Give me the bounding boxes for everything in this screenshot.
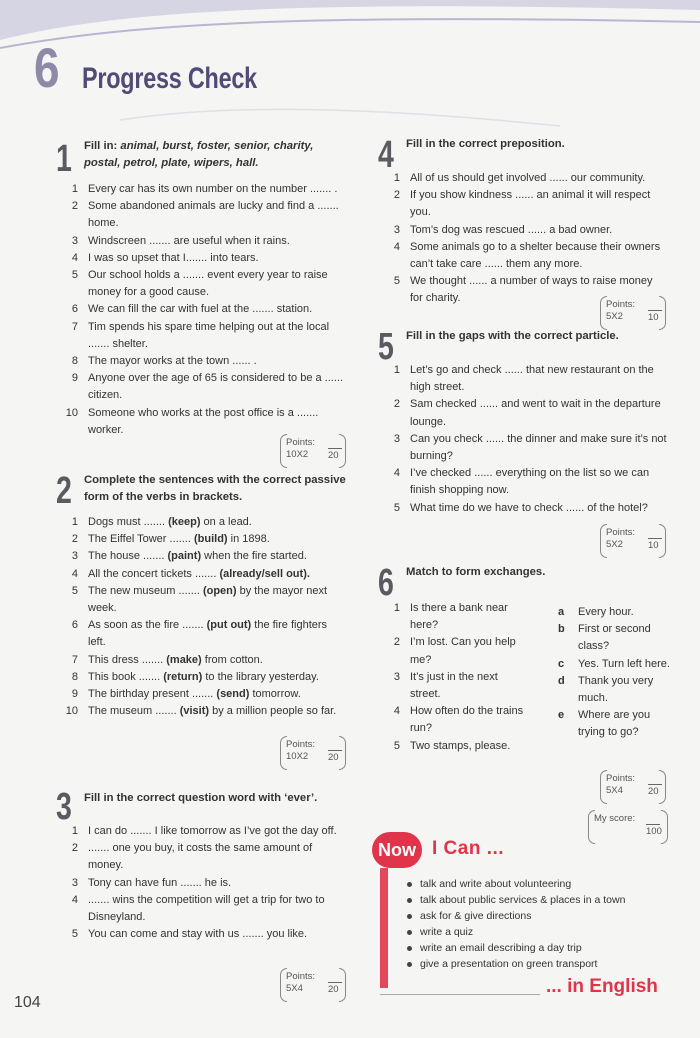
exercise-item bbox=[64, 301, 346, 318]
item-number: 6 bbox=[71, 619, 78, 632]
bracket-right bbox=[659, 524, 666, 558]
item-number: 1 bbox=[393, 172, 400, 184]
exercise-item bbox=[64, 267, 346, 301]
exercise-3-points bbox=[280, 970, 346, 1000]
item-number: 3 bbox=[393, 432, 400, 445]
item-text: Dogs must ....... bbox=[88, 516, 169, 528]
item-text: All the concert tickets ....... bbox=[88, 567, 220, 580]
item-text: Our school holds a ....... event every year to raise money for a good cause. bbox=[88, 269, 328, 299]
item-text: This book ....... bbox=[88, 670, 164, 683]
i-can-list bbox=[404, 876, 625, 972]
item-number: 4 bbox=[393, 467, 400, 480]
item-text: As soon as the fire ....... bbox=[88, 619, 207, 632]
exercise-item bbox=[64, 669, 346, 686]
item-text-end: by a million people so far. bbox=[209, 705, 337, 718]
item-number: 6 bbox=[71, 303, 78, 316]
exercise-1-instruction bbox=[84, 138, 346, 172]
item-verb: (build) bbox=[193, 533, 228, 546]
item-number: 4 bbox=[71, 567, 78, 580]
item-text: We thought ...... a number of ways to raise money for charity. bbox=[410, 275, 653, 305]
item-number: 1 bbox=[71, 516, 78, 528]
item-text: Every hour. bbox=[578, 606, 634, 618]
item-text: Tim spends his spare time helping out at the local ....... shelter. bbox=[88, 320, 330, 350]
item-number: 1 bbox=[393, 602, 400, 614]
item-verb: (put out) bbox=[206, 619, 252, 632]
item-verb: (already/sell out). bbox=[219, 567, 310, 580]
item-text: What time do we have to check ...... of the hotel? bbox=[410, 501, 648, 514]
exercise-item bbox=[64, 514, 346, 531]
points-label: Points: bbox=[606, 773, 636, 784]
points-calc: 5X2 bbox=[606, 539, 623, 550]
exercise-item bbox=[64, 926, 346, 943]
item-verb: (send) bbox=[216, 688, 250, 701]
item-number: 10 bbox=[65, 705, 78, 718]
exercise-5-items bbox=[386, 362, 668, 517]
item-text: If you show kindness ...... an animal it will respect you. bbox=[410, 189, 651, 219]
exercise-item bbox=[64, 652, 346, 669]
exercise-item bbox=[64, 233, 346, 250]
item-text: It’s just in the next street. bbox=[410, 670, 498, 701]
item-number: 3 bbox=[71, 550, 78, 563]
item-verb: (open) bbox=[202, 584, 237, 597]
points-label: Points: bbox=[286, 739, 316, 750]
match-left-item bbox=[386, 703, 528, 737]
exercise-6-left-column bbox=[386, 600, 528, 755]
item-number: 7 bbox=[71, 320, 78, 333]
item-text: Some animals go to a shelter because their owners can’t take care ...... them any more. bbox=[410, 240, 661, 271]
exercise-1-items bbox=[64, 181, 346, 439]
item-number: 9 bbox=[71, 688, 78, 701]
in-english-label: ... in English bbox=[546, 976, 658, 997]
item-text: You can come and stay with us ....... you like. bbox=[88, 928, 308, 941]
item-letter: b bbox=[558, 623, 565, 636]
item-number: 4 bbox=[393, 240, 400, 253]
item-number: 1 bbox=[393, 364, 400, 376]
item-text: The museum ....... bbox=[88, 705, 180, 718]
item-verb: (visit) bbox=[179, 705, 210, 718]
item-number: 5 bbox=[71, 269, 78, 282]
item-number: 2 bbox=[393, 189, 400, 202]
item-text: How often do the trains run? bbox=[410, 705, 524, 735]
item-number: 2 bbox=[393, 636, 400, 649]
exercise-2-items bbox=[64, 514, 346, 720]
footer-rule bbox=[380, 994, 540, 995]
item-verb: (keep) bbox=[168, 516, 201, 528]
item-text: Yes. Turn left here. bbox=[578, 657, 670, 670]
points-total: 10 bbox=[648, 312, 659, 323]
item-number: 2 bbox=[393, 398, 400, 411]
exercise-6-right-column bbox=[558, 604, 670, 742]
points-calc: 10X2 bbox=[286, 751, 309, 762]
item-number: 8 bbox=[71, 670, 78, 683]
item-number: 9 bbox=[71, 372, 78, 385]
item-letter: d bbox=[558, 674, 565, 687]
exercise-1-points bbox=[280, 436, 346, 466]
item-number: 5 bbox=[71, 928, 78, 941]
item-text: Anyone over the age of 65 is considered to be a ...... citizen. bbox=[88, 372, 343, 402]
now-red-bar bbox=[380, 868, 388, 988]
exercise-2-points bbox=[280, 738, 346, 768]
item-text-end: tomorrow. bbox=[249, 688, 301, 701]
points-total: 20 bbox=[328, 984, 339, 995]
exercise-item bbox=[64, 319, 346, 353]
exercise-4-number: 4 bbox=[378, 134, 394, 176]
item-number: 5 bbox=[393, 501, 400, 514]
item-number: 3 bbox=[393, 223, 400, 236]
bracket-right bbox=[339, 968, 346, 1002]
item-number: 2 bbox=[71, 200, 78, 213]
exercise-item bbox=[64, 370, 346, 404]
match-right-item bbox=[558, 673, 670, 707]
exercise-item bbox=[386, 431, 668, 465]
item-text: The Eiffel Tower ....... bbox=[88, 533, 194, 546]
bracket-right bbox=[661, 810, 668, 844]
item-text: The mayor works at the town ...... . bbox=[88, 355, 257, 368]
item-number: 3 bbox=[71, 234, 78, 247]
item-letter: c bbox=[558, 657, 565, 670]
points-calc: 5X2 bbox=[606, 311, 623, 322]
exercise-4-items bbox=[386, 170, 668, 308]
item-text-end: by the mayor next week. bbox=[88, 584, 328, 615]
match-right-item bbox=[558, 707, 670, 741]
exercise-item bbox=[64, 181, 346, 198]
exercise-6-points bbox=[600, 772, 666, 802]
exercise-item bbox=[386, 239, 668, 273]
points-calc: 10X2 bbox=[286, 449, 309, 460]
item-number: 7 bbox=[71, 653, 78, 666]
exercise-item bbox=[386, 465, 668, 499]
exercise-item bbox=[386, 222, 668, 239]
i-can-item: write a quiz bbox=[404, 924, 625, 940]
item-text: The house ....... bbox=[88, 550, 168, 563]
exercise-item bbox=[64, 583, 346, 617]
exercise-item bbox=[64, 548, 346, 565]
exercise-3-items bbox=[64, 823, 346, 943]
item-text: Is there a bank near here? bbox=[410, 602, 508, 632]
score-label: My score: bbox=[594, 813, 636, 824]
item-text: I’m lost. Can you help me? bbox=[410, 636, 516, 666]
item-number: 3 bbox=[71, 876, 78, 889]
item-text: Thank you very much. bbox=[578, 674, 654, 705]
item-text: Every car has its own number on the number ....... . bbox=[88, 183, 338, 195]
exercise-6-instruction: Match to form exchanges. bbox=[406, 566, 546, 578]
score-line bbox=[646, 824, 660, 825]
item-text: We can fill the car with fuel at the ....... station. bbox=[88, 303, 313, 316]
item-verb: (return) bbox=[163, 670, 203, 683]
match-left-item bbox=[386, 738, 528, 755]
exercise-6-number: 6 bbox=[378, 562, 394, 604]
i-can-item: write an email describing a day trip bbox=[404, 940, 625, 956]
points-total: 20 bbox=[328, 752, 339, 763]
match-left-item bbox=[386, 669, 528, 703]
exercise-1-instruction-lead: Fill in: bbox=[84, 140, 121, 152]
exercise-item bbox=[386, 396, 668, 430]
item-text: Where are you trying to go? bbox=[578, 709, 651, 739]
item-number: 8 bbox=[71, 355, 78, 368]
item-text: I was so upset that I....... into tears. bbox=[88, 251, 259, 264]
item-letter: a bbox=[558, 606, 565, 618]
exercise-2-number: 2 bbox=[56, 470, 72, 512]
item-text-end: the fire fighters left. bbox=[88, 619, 328, 649]
points-label: Points: bbox=[286, 437, 316, 448]
exercise-3-number: 3 bbox=[56, 786, 72, 828]
item-text: Can you check ...... the dinner and make sure it’s not burning? bbox=[410, 432, 667, 463]
item-number: 10 bbox=[65, 406, 78, 419]
bracket-right bbox=[339, 434, 346, 468]
item-verb: (paint) bbox=[167, 550, 202, 563]
points-calc: 5X4 bbox=[606, 785, 623, 796]
points-label: Points: bbox=[606, 527, 636, 538]
exercise-item bbox=[64, 405, 346, 439]
bracket-right bbox=[339, 736, 346, 770]
item-number: 5 bbox=[71, 584, 78, 597]
item-number: 4 bbox=[71, 893, 78, 906]
item-text: Someone who works at the post office is a ....... worker. bbox=[88, 406, 319, 436]
exercise-item bbox=[64, 875, 346, 892]
item-number: 2 bbox=[71, 842, 78, 855]
i-can-item: give a presentation on green transport bbox=[404, 956, 625, 972]
points-total: 20 bbox=[328, 450, 339, 461]
i-can-title: I Can ... bbox=[432, 838, 505, 859]
exercise-item bbox=[64, 353, 346, 370]
i-can-item: ask for & give directions bbox=[404, 908, 625, 924]
exercise-item bbox=[64, 823, 346, 840]
page-number: 104 bbox=[14, 994, 41, 1011]
item-text-end: to the library yesterday. bbox=[202, 670, 319, 683]
item-text: I’ve checked ...... everything on the list so we can finish shopping now. bbox=[410, 467, 650, 497]
exercise-item bbox=[386, 170, 668, 187]
unit-number: 6 bbox=[34, 36, 60, 99]
exercise-item bbox=[64, 892, 346, 926]
bracket-right bbox=[659, 296, 666, 330]
item-text: The birthday present ....... bbox=[88, 688, 217, 701]
exercise-2-instruction: Complete the sentences with the correct passive form of the verbs in brackets. bbox=[84, 474, 346, 503]
exercise-3-instruction: Fill in the correct question word with ‘ever’. bbox=[84, 792, 318, 804]
exercise-item bbox=[386, 187, 668, 221]
points-calc: 5X4 bbox=[286, 983, 303, 994]
points-label: Points: bbox=[606, 299, 636, 310]
exercise-4-instruction: Fill in the correct preposition. bbox=[406, 138, 565, 150]
item-number: 3 bbox=[393, 670, 400, 683]
match-right-item bbox=[558, 656, 670, 673]
item-text: All of us should get involved ...... our community. bbox=[410, 172, 646, 184]
exercise-item bbox=[64, 531, 346, 548]
exercise-5-points bbox=[600, 526, 666, 556]
match-left-item bbox=[386, 600, 528, 634]
item-text: ....... wins the competition will get a trip for two to Disneyland. bbox=[88, 893, 325, 924]
page-title: Progress Check bbox=[82, 62, 257, 95]
match-right-item bbox=[558, 604, 670, 621]
exercise-1-word-list: animal, burst, foster, senior, charity, postal, petrol, plate, wipers, hall. bbox=[84, 140, 314, 169]
item-text: First or second class? bbox=[578, 623, 651, 653]
item-text: I can do ....... I like tomorrow as I’ve got the day off. bbox=[88, 825, 337, 837]
item-text: This dress ....... bbox=[88, 653, 167, 666]
item-text-end: in 1898. bbox=[227, 533, 270, 546]
exercise-item bbox=[386, 500, 668, 517]
item-number: 1 bbox=[71, 825, 78, 837]
exercise-item bbox=[64, 566, 346, 583]
exercise-item bbox=[64, 703, 346, 720]
match-left-item bbox=[386, 634, 528, 668]
exercise-5-instruction: Fill in the gaps with the correct particle. bbox=[406, 330, 619, 342]
item-text-end: when the fire started. bbox=[201, 550, 307, 563]
item-number: 4 bbox=[71, 251, 78, 264]
item-text-end: from cotton. bbox=[201, 653, 263, 666]
item-text: Tom’s dog was rescued ...... a bad owner. bbox=[410, 223, 613, 236]
item-number: 4 bbox=[393, 705, 400, 718]
i-can-item: talk about public services & places in a town bbox=[404, 892, 625, 908]
item-number: 5 bbox=[393, 275, 400, 288]
item-text: Let’s go and check ...... that new restaurant on the high street. bbox=[410, 364, 654, 394]
item-text: Some abandoned animals are lucky and find a ....... home. bbox=[88, 200, 339, 230]
item-text: The new museum ....... bbox=[88, 584, 203, 597]
item-verb: (make) bbox=[166, 653, 202, 666]
item-text: Two stamps, please. bbox=[410, 739, 511, 752]
item-text-end: on a lead. bbox=[200, 516, 252, 528]
item-letter: e bbox=[558, 709, 565, 722]
item-text: ....... one you buy, it costs the same amount of money. bbox=[88, 842, 313, 872]
bracket-right bbox=[659, 770, 666, 804]
item-text: Sam checked ...... and went to wait in the departure lounge. bbox=[410, 398, 661, 428]
score-total: 100 bbox=[646, 826, 662, 837]
item-number: 2 bbox=[71, 533, 78, 546]
item-number: 5 bbox=[393, 739, 400, 752]
exercise-item bbox=[386, 362, 668, 396]
i-can-item: talk and write about volunteering bbox=[404, 876, 625, 892]
exercise-5-number: 5 bbox=[378, 326, 394, 368]
exercise-item bbox=[64, 250, 346, 267]
points-total: 20 bbox=[648, 786, 659, 797]
now-badge: Now bbox=[372, 832, 422, 868]
exercise-item bbox=[64, 686, 346, 703]
item-text: Tony can have fun ....... he is. bbox=[88, 876, 232, 889]
exercise-item bbox=[64, 617, 346, 651]
exercise-4-points bbox=[600, 298, 666, 328]
points-label: Points: bbox=[286, 971, 316, 982]
exercise-item bbox=[64, 198, 346, 232]
my-score-box bbox=[588, 812, 668, 842]
exercise-item bbox=[64, 840, 346, 874]
points-total: 10 bbox=[648, 540, 659, 551]
match-right-item bbox=[558, 621, 670, 655]
item-text: Windscreen ....... are useful when it rains. bbox=[88, 234, 290, 247]
exercise-1-number: 1 bbox=[56, 138, 72, 180]
item-number: 1 bbox=[71, 183, 78, 195]
